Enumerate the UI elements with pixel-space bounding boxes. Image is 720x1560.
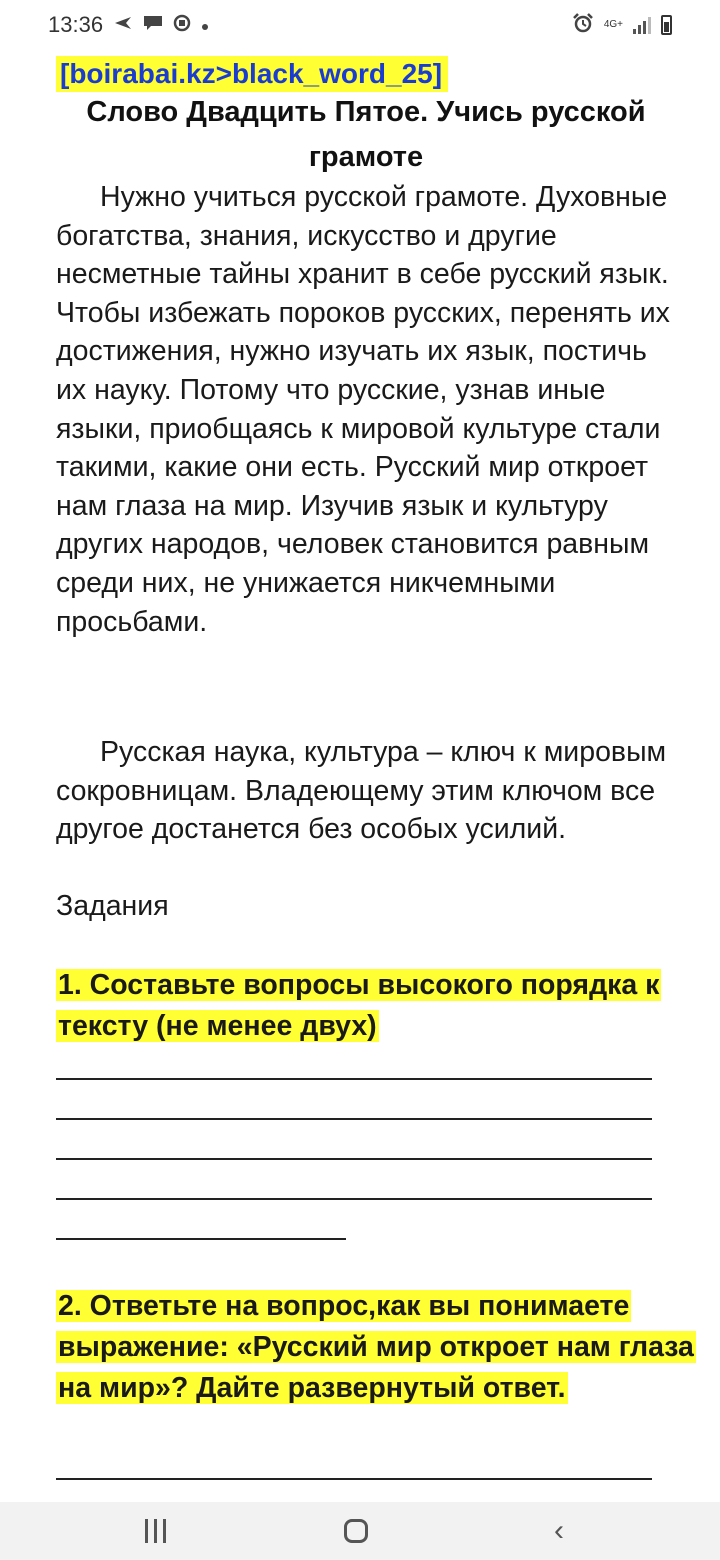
- answer-line: [56, 1478, 652, 1480]
- task-1: [56, 965, 696, 1047]
- alarm-icon: [572, 13, 594, 37]
- task-2-text: 2. Ответьте на вопрос,как вы понимаете выражение: «Русский мир откроет нам глаза на мир»? Дайте развернутый ответ.: [58, 1290, 694, 1404]
- home-icon[interactable]: [341, 1514, 371, 1548]
- paragraph-1-text: Нужно учиться русской грамоте. Духовные богатства, знания, искусство и другие несметные тайны хранит в себе русский язык. Чтобы избежать пороков русских, перенять их достижения, нужно изучать их язык, постичь их науку. Потому что русские, узнав иные языки, приобщаясь к мировой культуре стали такими, какие они есть. Русский мир откроет нам глаза на мир. Изучив язык и культуру других народов, человек становится равным среди них, не унижается никчемными просьбами.: [56, 181, 670, 638]
- navigation-bar: [0, 1502, 720, 1560]
- answer-line: [56, 1078, 652, 1080]
- answer-line: [56, 1238, 346, 1240]
- nav-arrow-icon: [113, 15, 133, 35]
- status-time: 13:36: [48, 12, 104, 37]
- answer-line: [56, 1118, 652, 1120]
- back-icon[interactable]: ‹: [554, 1514, 564, 1547]
- message-icon: [143, 15, 163, 35]
- answer-line: [56, 1158, 652, 1160]
- battery-icon: [661, 15, 672, 35]
- source-label: [boirabai.kz>black_word_25]: [56, 56, 448, 92]
- paragraph-2-text: Русская наука, культура – ключ к мировым сокровницам. Владеющему этим ключом все другое достанется без особых усилий.: [56, 736, 667, 846]
- paragraph-1: [56, 178, 676, 641]
- document-page: [0, 50, 720, 1500]
- signal-icon: [633, 16, 651, 34]
- status-right: [572, 13, 672, 37]
- dot-icon: [201, 15, 209, 35]
- answer-line: [56, 1198, 652, 1200]
- document-title: Слово Двадцить Пятое. Учись русской грамоте: [86, 96, 646, 173]
- task-1-text: 1. Составьте вопросы высокого порядка к тексту (не менее двух): [58, 969, 660, 1042]
- status-bar: [0, 0, 720, 50]
- paragraph-2: [56, 733, 676, 849]
- status-left: [48, 12, 209, 38]
- vpn-icon: [173, 14, 191, 36]
- recents-icon[interactable]: [140, 1514, 170, 1548]
- 4g-icon: 4G+: [603, 19, 623, 30]
- task-2: [56, 1286, 696, 1409]
- tasks-heading: Задания: [56, 890, 169, 922]
